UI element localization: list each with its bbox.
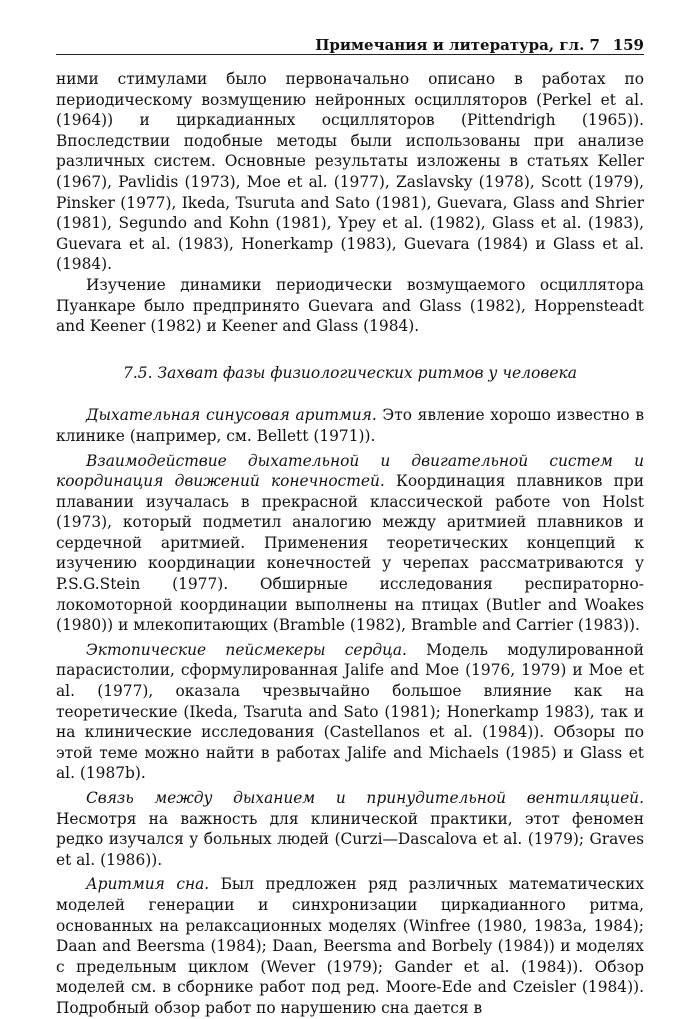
item-text: Несмотря на важность для клинической практики, этот феномен редко изучался у больных людей (Curzi—Dascalova et al. (1979); Graves et al. (1986)). [56, 809, 644, 869]
item-ectopic-pacemakers [56, 640, 644, 784]
page-body [56, 69, 644, 1019]
item-lead: Дыхательная синусовая аритмия. [86, 406, 377, 425]
item-lead: Связь между дыханием и принудительной вентиляцией. [86, 789, 644, 807]
item-sleep-arrhythmia [56, 874, 644, 1018]
item-text: Координация плавников при плавании изучалась в прекрасной классической работе von Holst (1973), который подметил аналогию между аритмией плавников и сердечной аритмией. Применения теоретических концепций к изучению координации конечностей у черепах рассматриваются у P.S.G.Stein (1977). Обширные исследования респираторно-локомоторной координации выполнены на птицах (Butler and Woakes (1980)) и млекопитающих (Bramble (1982), Bramble and Carrier (1983)). [56, 472, 644, 635]
item-respiratory-locomotor [56, 451, 644, 636]
item-forced-ventilation [56, 788, 644, 870]
item-text: Был предложен ряд различных математических моделей генерации и синхронизации циркадианного ритма, основанных на релаксационных моделях (Winfree (1980, 1983a, 1984); Daan and Beersma (1984); Daan, Beersma and Borbely (1984)) и моделях с предельным циклом (Wever (1979); Gander et al. (1984)). Обзор моделей см. в сборнике работ под ред. Moore-Ede and Czeisler (1984)). Подробный обзор работ по нарушению сна дается в [56, 875, 644, 1017]
running-title: Примечания и литература, гл. 7 [315, 36, 600, 54]
paragraph-continued: ними стимулами было первоначально описано в работах по периодическому возмущению нейронных осцилляторов (Perkel et al. (1964)) и циркадианных осцилляторов (Pittendrigh (1965)). Впоследствии подобные методы были использованы при анализе различных систем. Основные результаты изложены в статьях Keller (1967), Pavlidis (1973), Moe et al. (1977), Zaslavsky (1978), Scott (1979), Pinsker (1977), Ikeda, Tsuruta and Sato (1981), Guevara, Glass and Shrier (1981), Segundo and Kohn (1981), Ypey et al. (1982), Glass et al. (1983), Guevara et al. (1983), Honerkamp (1983), Guevara (1984) и Glass et al. (1984). [56, 70, 644, 274]
item-text: Это явление хорошо известно в клинике (например, см. Bellett (1971)). [56, 406, 644, 445]
item-respiratory-sinus-arrhythmia [56, 405, 644, 446]
section-heading: 7.5. Захват фазы физиологических ритмов у человека [122, 363, 578, 382]
item-text: Модель модулированной парасистолии, сформулированная Jalife and Moe (1976, 1979) и Moe et al. (1977), оказала чрезвычайно большое влияние как на теоретические (Ikeda, Tsaruta and Sato (1981); Honerkamp 1983), так и на клинические исследования (Castellanos et al. (1984)). Обзоры по этой теме можно найти в работах Jalife and Michaels (1985) и Glass et al. (1987b). [56, 640, 644, 783]
page-number: 159 [612, 36, 644, 54]
item-lead: Взаимодействие дыхательной и двигательной систем и координация движений конечностей. [56, 451, 644, 491]
item-lead: Эктопические пейсмекеры сердца. [86, 640, 407, 659]
item-lead: Аритмия сна. [86, 875, 210, 894]
paragraph-poincare: Изучение динамики периодически возмущаемого осциллятора Пуанкаре было предпринято Guevara and Glass (1982), Hoppensteadt and Keener (1982) и Keener and Glass (1984). [56, 275, 644, 336]
page-header [56, 26, 644, 55]
